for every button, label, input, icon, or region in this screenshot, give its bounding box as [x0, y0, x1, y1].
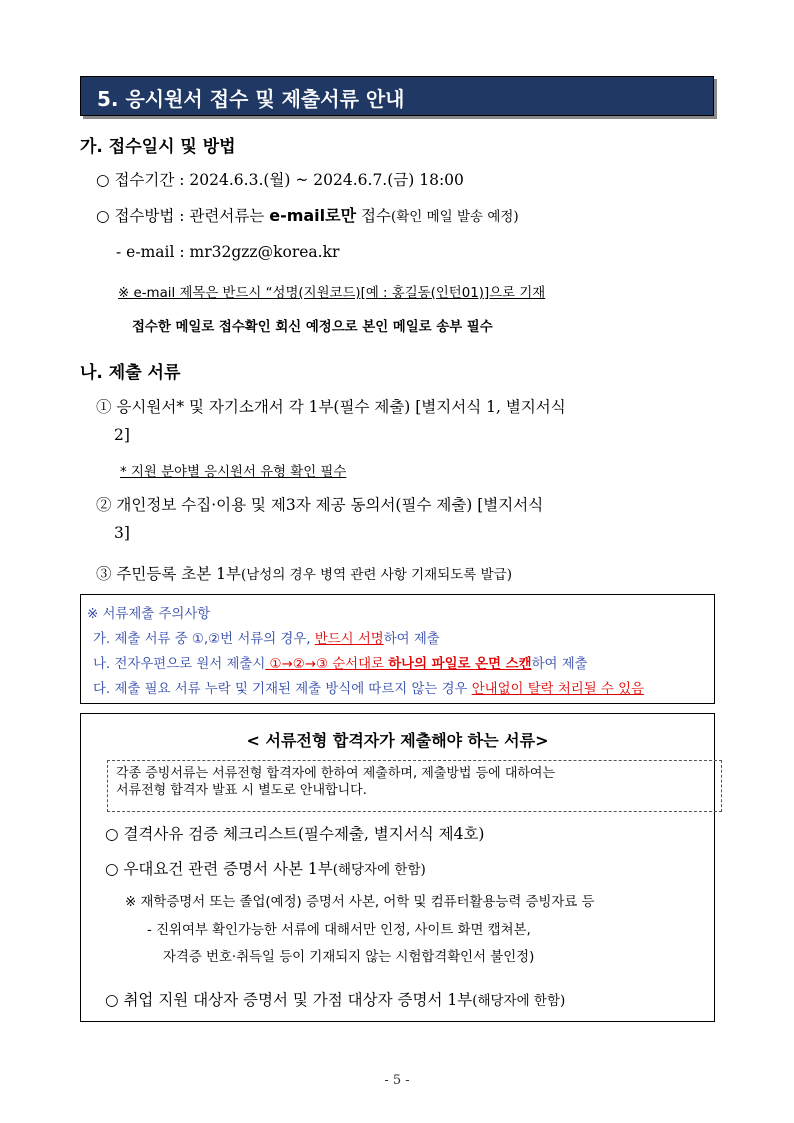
- method-email-only: e-mail로만: [269, 206, 357, 225]
- document-item-1-line2: 2]: [114, 426, 130, 444]
- passer-notice-line2: 서류전형 합격자 발표 시 별도로 안내합니다.: [116, 783, 367, 798]
- section-header-bar: [80, 76, 714, 116]
- passer-item-2-main: ○ 우대요건 관련 증명서 사본 1부: [105, 860, 333, 878]
- page-number: - 5 -: [384, 1073, 410, 1088]
- passer-notice-box: [107, 760, 722, 812]
- subsection-heading-ga: 가. 접수일시 및 방법: [80, 137, 236, 157]
- email-subject-note: ※ e-mail 제목은 반드시 “성명(지원코드)[예 : 홍길동(인턴01)]으로 기재: [118, 286, 546, 301]
- method-mid: 접수: [356, 207, 391, 225]
- caution-da-red: 안내없이 탈락 처리될 수 있음: [471, 682, 644, 697]
- passer-documents-box: [80, 713, 715, 1022]
- email-confirm-note: 접수한 메일로 접수확인 회신 예정으로 본인 메일로 송부 필수: [132, 320, 493, 335]
- caution-na-red-arrows: ①→②→③ 순서대로: [265, 657, 389, 672]
- caution-na-red-bold: 하나의 파일로 온면 스캔: [388, 657, 532, 672]
- passer-item-2-note: (해당자에 한함): [332, 862, 426, 878]
- passer-item-1: ○ 결격사유 검증 체크리스트(필수제출, 별지서식 제4호): [105, 825, 485, 843]
- document-item-3-main: ③ 주민등록 초본 1부: [96, 565, 241, 583]
- caution-title: ※ 서류제출 주의사항: [87, 607, 211, 622]
- caution-ga-prefix: 가. 제출 서류 중 ①,②번 서류의 경우,: [93, 632, 315, 647]
- passer-item-3-note: (해당자에 한함): [472, 993, 566, 1009]
- section-title: 5. 응시원서 접수 및 제출서류 안내: [97, 87, 405, 111]
- passer-notice-line1: 각종 증빙서류는 서류전형 합격자에 한하여 제출하며, 제출방법 등에 대하여는: [116, 766, 556, 781]
- document-item-3-note: (남성의 경우 병역 관련 사항 기재되도록 발급): [240, 567, 512, 583]
- document-item-1-line1: ① 응시원서* 및 자기소개서 각 1부(필수 제출) [별지서식 1, 별지서식: [96, 398, 566, 416]
- caution-na-suffix: 하여 제출: [531, 657, 588, 672]
- passer-item-2: [105, 857, 426, 879]
- method-prefix: ○ 접수방법 : 관련서류는: [96, 207, 270, 225]
- caution-na-prefix: 나. 전자우편으로 원서 제출시: [93, 657, 266, 672]
- email-address: - e-mail : mr32gzz@korea.kr: [116, 243, 340, 261]
- caution-da-prefix: 다. 제출 필요 서류 누락 및 기재된 제출 방식에 따르지 않는 경우: [93, 682, 472, 697]
- caution-item-ga: [93, 628, 440, 647]
- passer-item-3: [105, 988, 565, 1010]
- passer-item-3-main: ○ 취업 지원 대상자 증명서 및 가점 대상자 증명서 1부: [105, 991, 473, 1009]
- method-note: (확인 메일 발송 예정): [390, 209, 519, 225]
- caution-ga-red: 반드시 서명: [314, 632, 384, 647]
- passer-documents-title: < 서류전형 합격자가 제출해야 하는 서류>: [246, 731, 549, 750]
- document-item-2-line1: ② 개인정보 수집·이용 및 제3자 제공 동의서(필수 제출) [별지서식: [96, 496, 544, 514]
- passer-note-line1: ※ 재학증명서 또는 졸업(예정) 증명서 사본, 어학 및 컴퓨터활용능력 증빙자료 등: [125, 895, 595, 910]
- passer-note-line3: 자격증 번호·취득일 등이 기재되지 않는 시험합격확인서 불인정): [163, 950, 535, 965]
- document-item-2-line2: 3]: [114, 524, 130, 542]
- caution-ga-suffix: 하여 제출: [383, 632, 440, 647]
- subsection-heading-na: 나. 제출 서류: [80, 363, 181, 383]
- passer-note-line2: - 진위여부 확인가능한 서류에 대해서만 인정, 사이트 화면 캡쳐본,: [147, 923, 531, 938]
- caution-item-da: [93, 678, 644, 697]
- document-item-1-note: * 지원 분야별 응시원서 유형 확인 필수: [120, 465, 347, 480]
- caution-item-na: [93, 653, 588, 672]
- application-period: ○ 접수기간 : 2024.6.3.(월) ~ 2024.6.7.(금) 18:00: [96, 171, 464, 189]
- application-method: [96, 203, 519, 226]
- caution-box: [80, 594, 715, 704]
- document-item-3: [96, 562, 512, 584]
